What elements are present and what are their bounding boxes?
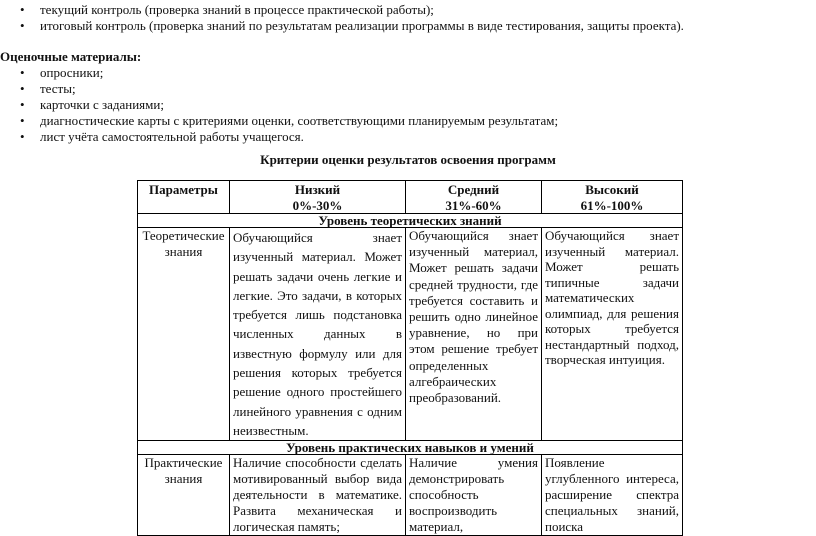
control-list <box>0 2 816 34</box>
level-theory: Уровень теоретических знаний <box>138 214 683 228</box>
table-row <box>138 455 683 536</box>
table-header-row <box>138 181 683 214</box>
level-row <box>138 441 683 455</box>
header-mid-label: Средний <box>447 182 500 197</box>
list-item: • лист учёта самостоятельной работы учащегося. <box>0 129 816 145</box>
list-item: • текущий контроль (проверка знаний в процессе практической работы); <box>0 2 816 18</box>
theory-mid: Обучающийся знает изученный материал, Может решать задачи средней трудности, где требуется составить и решить одно линейное уравнение, но при этом решение требует определенных алгебраических преобразований. <box>406 228 542 441</box>
materials-list <box>0 65 816 145</box>
param-theory: Теоретические знания <box>138 228 230 441</box>
theory-low: Обучающийся знает изученный материал. Может решать задачи очень легкие и легкие. Это задачи, в которых требуется лишь подстановка численных данных в известную формулу или для решения которых требуется решение одного простейшего линейного уравнения с одним неизвестным. <box>230 228 406 441</box>
criteria-title: Критерии оценки результатов освоения программ <box>260 152 556 167</box>
level-practice: Уровень практических навыков и умений <box>138 441 683 455</box>
header-low-range: 0%-30% <box>292 197 343 213</box>
header-high-label: Высокий <box>585 182 639 197</box>
table-row <box>138 228 683 441</box>
practice-high: Появление углубленного интереса, расширение спектра специальных знаний, поиска <box>542 455 683 536</box>
criteria-table <box>137 180 683 536</box>
header-high <box>542 181 683 214</box>
list-item: • карточки с заданиями; <box>0 97 816 113</box>
header-params <box>138 181 230 214</box>
list-item: • опросники; <box>0 65 816 81</box>
header-low <box>230 181 406 214</box>
practice-low: Наличие способности сделать мотивированный выбор вида деятельности в математике. Развита механическая и логическая память; <box>230 455 406 536</box>
header-low-label: Низкий <box>294 182 341 197</box>
list-item: • диагностические карты с критериями оценки, соответствующими планируемым результатам; <box>0 113 816 129</box>
header-high-range: 61%-100% <box>580 197 644 213</box>
header-mid <box>406 181 542 214</box>
practice-mid: Наличие умения демонстрировать способность воспроизводить материал, <box>406 455 542 536</box>
theory-high-text: Обучающийся знает изученный материал. Может решать типичные задачи математических олимпиад, для решения которых требуется нестандартный подход, творческая интуиция. <box>545 228 679 367</box>
param-practice: Практические знания <box>138 455 230 536</box>
header-params-label: Параметры <box>149 182 218 197</box>
list-item: • тесты; <box>0 81 816 97</box>
level-row <box>138 214 683 228</box>
theory-high <box>542 228 683 441</box>
document-page <box>0 2 816 535</box>
header-mid-range: 31%-60% <box>445 197 502 213</box>
materials-heading: Оценочные материалы: <box>0 49 142 64</box>
list-item: • итоговый контроль (проверка знаний по результатам реализации программы в виде тестирования, защиты проекта). <box>0 18 816 34</box>
